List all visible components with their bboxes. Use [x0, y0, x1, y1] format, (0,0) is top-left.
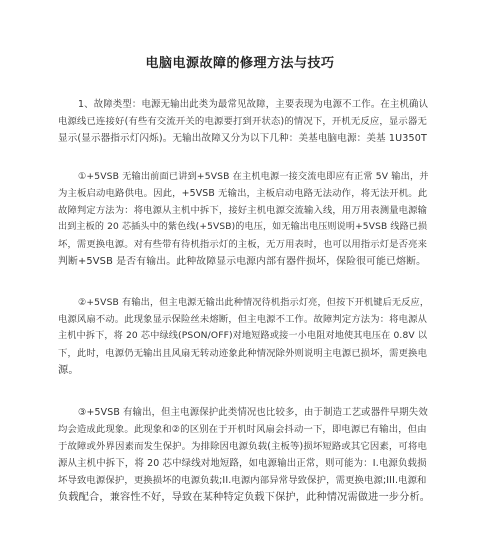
paragraph-line: 判断+5VSB 是否有输出。此种故障显示电源内部有器件损坏，保险很可能已熔断。 [58, 256, 427, 267]
paragraph-line: 均会造成此现象。此现象和②的区别在于开机时风扇会抖动一下，即电源已有输出，但由 [58, 424, 427, 435]
paragraph-line: 出到主板的 20 芯插头中的紫色线(+5VSB)的电压，如无输出电压则说明+5VSB 线路已损 [58, 222, 428, 232]
paragraph-line: 源。 [58, 365, 79, 376]
paragraph-line: 坏导致电源保护，更换损坏的电源负载;II.电源内部异常导致保护，需更换电源;III.电源和 [58, 475, 427, 486]
paragraph-1 [58, 96, 430, 147]
paragraph-line: 下，此时，电源仍无输出且风扇无转动迹象此种情况除外则说明主电源已损坏，需更换电 [58, 348, 428, 359]
paragraph-3 [58, 294, 430, 379]
paragraph-line: 坏，需更换电源。对有些带有待机指示灯的主板，无万用表时，也可以用指示灯是否亮来 [58, 239, 428, 250]
paragraph-line: 故障判定方法为：将电源从主机中拆下，接好主机电源交流输入线，用万用表测量电源输 [58, 205, 428, 216]
paragraph-line: 为主板启动电路供电。因此，+5VSB 无输出，主板启动电路无法动作，将无法开机。此 [58, 188, 428, 199]
paragraph-line: 负载配合，兼容性不好，导致在某种特定负载下保护，此种情况需做进一步分析。 [58, 492, 431, 503]
paragraph-line: 显示(显示器指示灯闪烁)。无输出故障又分为以下几种：美基电脑电源：美基 1U350T [58, 133, 427, 144]
paragraph-line: 1、故障类型：电源无输出此类为最常见故障，主要表现为电源不工作。在主机确认 [78, 99, 429, 110]
paragraph-2 [58, 168, 430, 270]
paragraph-4 [58, 404, 430, 506]
paragraph-line: ③+5VSB 有输出，但主电源保护此类情况也比较多，由于制造工艺或器件早期失效 [78, 407, 428, 418]
article-title: 电脑电源故障的修理方法与技巧 [145, 56, 335, 71]
paragraph-line: 源从主机中拆下，将 20 芯中绿线对地短路，如电源输出正常，则可能为：I.电源负载损 [58, 458, 427, 469]
paragraph-line: ②+5VSB 有输出，但主电源无输出此种情况待机指示灯亮，但按下开机键后无反应， [78, 297, 430, 308]
paragraph-line: 主机中拆下，将 20 芯中绿线(PSON/OFF)对地短路或接一小电阻对地使其电压在 0.8V 以 [58, 331, 428, 341]
paragraph-line: 于故障或外界因素而发生保护。为排除因电源负载(主板等)损坏短路或其它因素，可将电 [58, 441, 427, 452]
paragraph-line: ①+5VSB 无输出前面已讲到+5VSB 在主机电源一接交流电即应有正常 5V 输出，并 [78, 171, 429, 182]
paragraph-line: 电源线已连接好(有些有交流开关的电源要打到开状态)的情况下，开机无反应，显示器无 [58, 116, 427, 127]
paragraph-line: 电源风扇不动。此现象显示保险丝未熔断，但主电源不工作。故障判定方法为：将电源从 [58, 314, 428, 325]
